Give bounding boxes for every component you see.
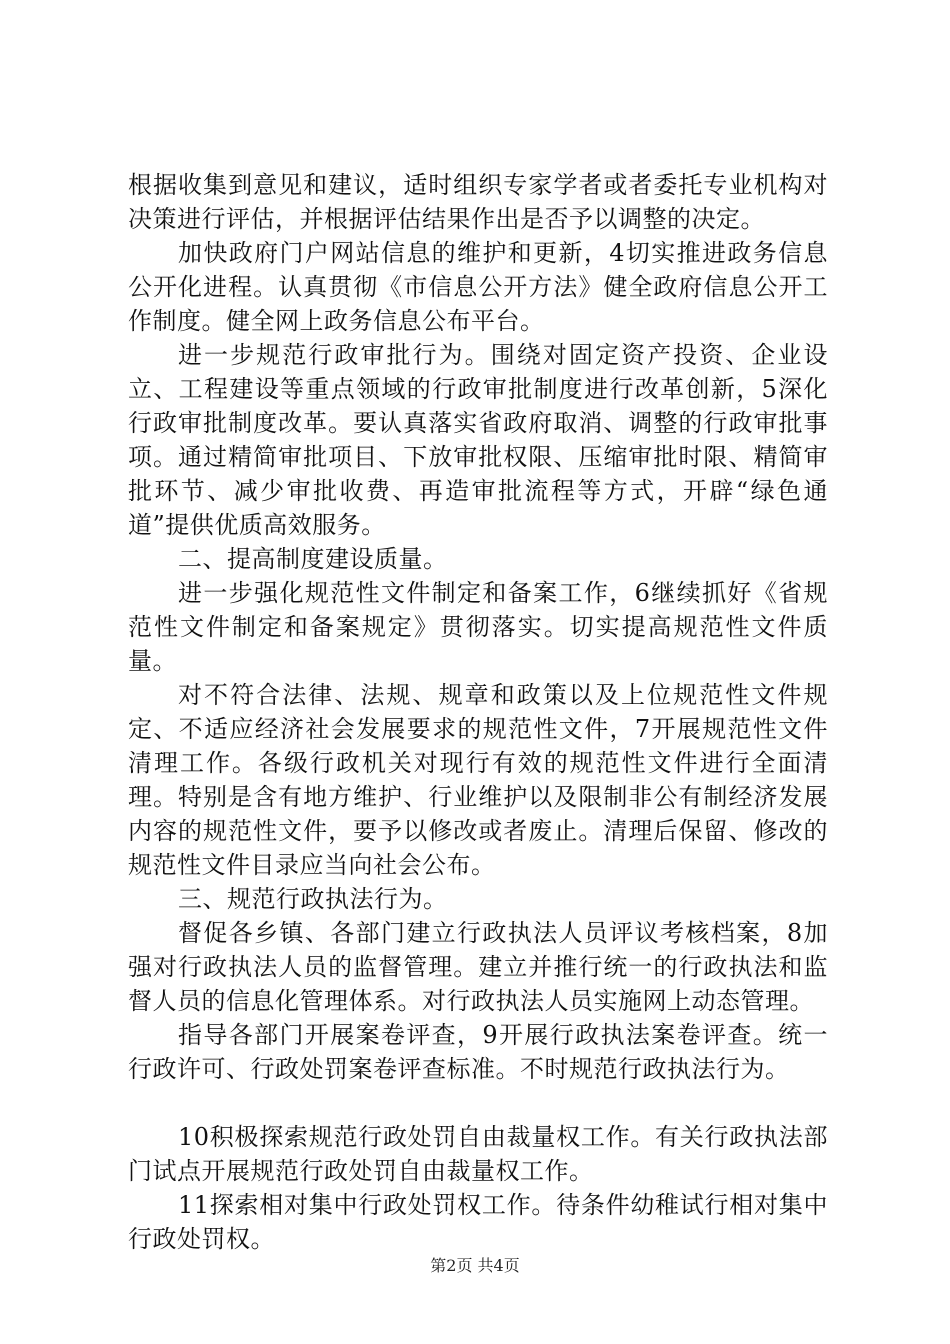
paragraph-discretion: 10积极探索规范行政处罚自由裁量权工作。有关行政执法部门试点开展规范行政处罚自由裁量权工作。	[128, 1123, 828, 1185]
page-footer: 第2页 共4页	[430, 1256, 520, 1275]
paragraph-centralized-penalty: 11探索相对集中行政处罚权工作。待条件幼稚试行相对集中行政处罚权。	[128, 1191, 828, 1253]
paragraph-portal-website: 加快政府门户网站信息的维护和更新，4切实推进政务信息公开化进程。认真贯彻《市信息公开方法》健全政府信息公开工作制度。健全网上政务信息公布平台。	[128, 239, 828, 335]
paragraph-evaluation: 根据收集到意见和建议，适时组织专家学者或者委托专业机构对决策进行评估，并根据评估结果作出是否予以调整的决定。	[128, 171, 828, 233]
document-body	[128, 168, 828, 1256]
section-heading-2: 二、提高制度建设质量。	[178, 545, 448, 573]
section-heading-3: 三、规范行政执法行为。	[178, 885, 448, 913]
paragraph-enforcement-personnel: 督促各乡镇、各部门建立行政执法人员评议考核档案，8加强对行政执法人员的监督管理。建立并推行统一的行政执法和监督人员的信息化管理体系。对行政执法人员实施网上动态管理。	[128, 919, 828, 1015]
paragraph-administrative-approval: 进一步规范行政审批行为。围绕对固定资产投资、企业设立、工程建设等重点领域的行政审批制度进行改革创新，5深化行政审批制度改革。要认真落实省政府取消、调整的行政审批事项。通过精简审批项目、下放审批权限、压缩审批时限、精简审批环节、减少审批收费、再造审批流程等方式，开辟“绿色通道”提供优质高效服务。	[128, 341, 828, 539]
paragraph-case-review: 指导各部门开展案卷评查，9开展行政执法案卷评查。统一行政许可、行政处罚案卷评查标准。不时规范行政执法行为。	[128, 1021, 828, 1083]
paragraph-document-cleanup: 对不符合法律、法规、规章和政策以及上位规范性文件规定、不适应经济社会发展要求的规范性文件，7开展规范性文件清理工作。各级行政机关对现行有效的规范性文件进行全面清理。特别是含有地方维护、行业维护以及限制非公有制经济发展内容的规范性文件，要予以修改或者废止。清理后保留、修改的规范性文件目录应当向社会公布。	[128, 681, 828, 879]
paragraph-spacer	[128, 1086, 828, 1120]
paragraph-normative-documents: 进一步强化规范性文件制定和备案工作，6继续抓好《省规范性文件制定和备案规定》贯彻落实。切实提高规范性文件质量。	[128, 579, 828, 675]
